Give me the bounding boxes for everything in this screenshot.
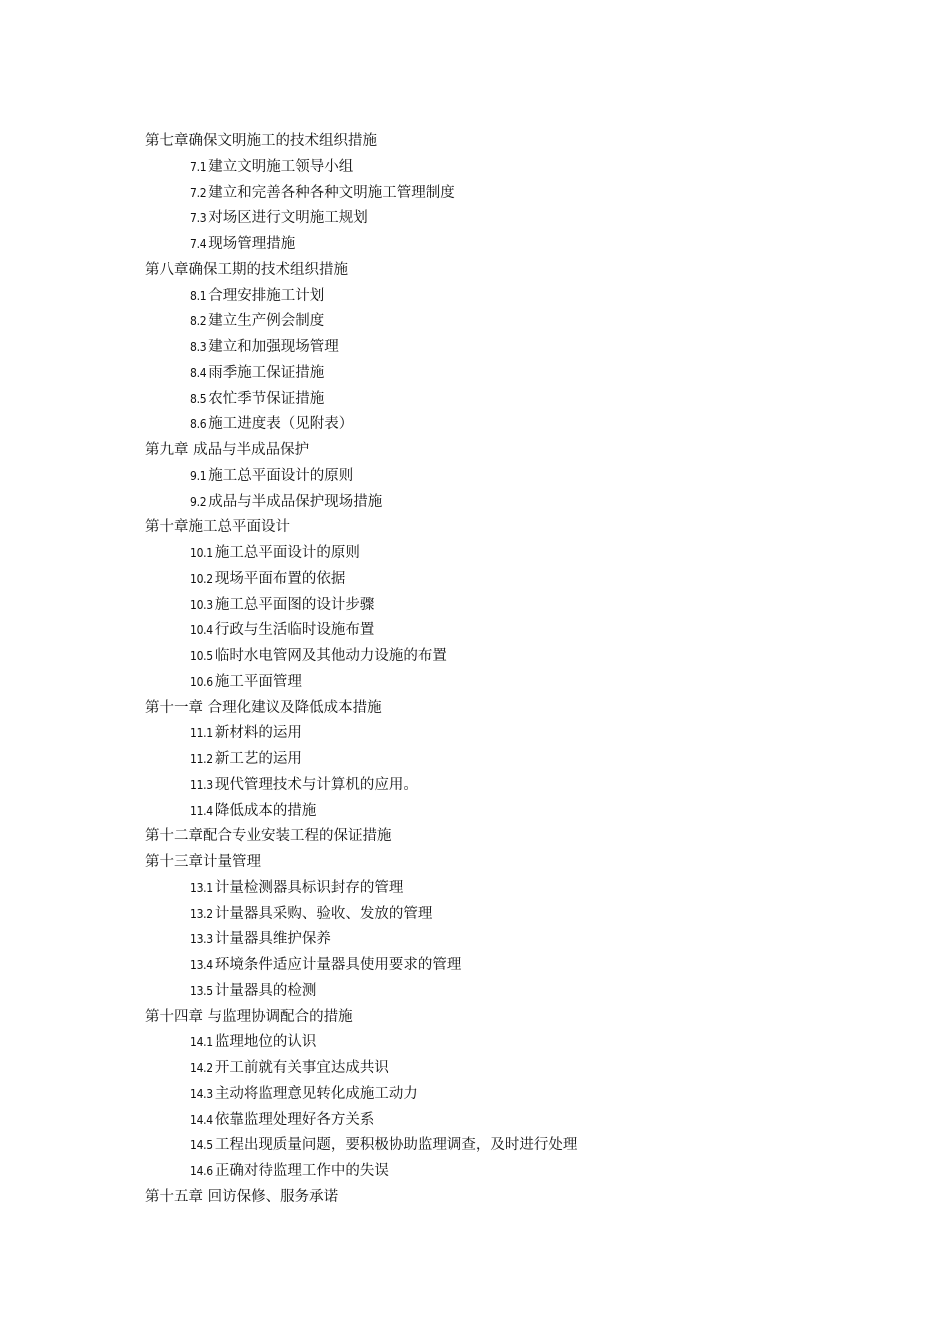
toc-section-number: 9.2 (190, 494, 207, 509)
toc-section-number: 8.6 (190, 417, 207, 432)
toc-section-entry (145, 644, 845, 670)
toc-section-entry (145, 1159, 845, 1185)
toc-section-entry (145, 412, 845, 438)
toc-chapter-entry (145, 129, 845, 155)
toc-section-number: 8.2 (190, 314, 207, 329)
toc-section-number: 13.2 (190, 906, 213, 921)
toc-section-number: 14.1 (190, 1035, 213, 1050)
toc-section-entry (145, 721, 845, 747)
toc-section-number: 7.2 (190, 185, 207, 200)
toc-section-number: 10.3 (190, 597, 213, 612)
toc-section-number: 8.1 (190, 288, 207, 303)
toc-section-entry (145, 284, 845, 310)
toc-section-entry (145, 181, 845, 207)
toc-section-number: 10.5 (190, 649, 213, 663)
toc-chapter-title: 第九章 成品与半成品保护 (145, 442, 310, 458)
toc-section-number: 10.6 (190, 674, 213, 689)
toc-chapter-title: 第十一章 合理化建议及降低成本措施 (145, 699, 382, 716)
toc-section-title: 开工前就有关事宜达成共识 (214, 1060, 389, 1076)
toc-section-number: 8.5 (190, 391, 207, 406)
toc-section-entry (145, 567, 845, 593)
toc-chapter-title: 第十四章 与监理协调配合的措施 (145, 1008, 353, 1025)
toc-section-title: 施工平面管理 (214, 673, 302, 690)
toc-section-title: 计量器具的检测 (214, 982, 317, 999)
toc-section-entry (145, 361, 845, 387)
toc-chapter-title: 第十三章计量管理 (145, 854, 261, 870)
toc-chapter-entry (145, 850, 845, 876)
toc-section-number: 10.2 (190, 571, 213, 586)
toc-section-entry (145, 747, 845, 773)
toc-section-entry (145, 953, 845, 979)
toc-section-title: 正确对待监理工作中的失误 (214, 1163, 389, 1179)
toc-section-number: 7.1 (190, 159, 207, 174)
toc-chapter-entry (145, 1185, 845, 1211)
toc-chapter-entry (145, 258, 845, 284)
toc-section-entry (145, 670, 845, 696)
toc-chapter-entry (145, 824, 845, 850)
toc-section-title: 临时水电管网及其他动力设施的布置 (214, 648, 447, 664)
toc-section-title: 行政与生活临时设施布置 (214, 622, 375, 639)
toc-section-number: 13.5 (190, 983, 213, 998)
toc-section-title: 合理安排施工计划 (208, 287, 325, 304)
toc-section-number: 11.4 (190, 803, 213, 818)
toc-section-number: 13.4 (190, 958, 213, 972)
toc-chapter-title: 第十章施工总平面设计 (145, 519, 290, 536)
toc-section-number: 7.3 (190, 211, 207, 226)
toc-section-title: 施工总平面设计的原则 (214, 545, 360, 561)
toc-section-title: 建立和加强现场管理 (208, 339, 339, 355)
toc-section-entry (145, 232, 845, 258)
toc-section-title: 新工艺的运用 (214, 751, 302, 767)
toc-section-entry (145, 799, 845, 825)
toc-chapter-title: 第十二章配合专业安装工程的保证措施 (145, 828, 392, 845)
toc-chapter-entry (145, 438, 845, 464)
toc-section-number: 14.2 (190, 1061, 213, 1075)
toc-section-title: 施工总平面图的设计步骤 (214, 596, 375, 613)
toc-section-number: 7.4 (190, 237, 207, 251)
toc-section-entry (145, 490, 845, 516)
toc-section-entry (145, 773, 845, 799)
toc-section-title: 现代管理技术与计算机的应用。 (214, 776, 418, 793)
toc-section-title: 工程出现质量问题，要积极协助监理调查，及时进行处理 (214, 1137, 578, 1154)
toc-section-entry (145, 206, 845, 232)
toc-section-number: 8.3 (190, 340, 207, 354)
table-of-contents (145, 129, 845, 1211)
toc-section-number: 10.1 (190, 546, 213, 560)
toc-section-title: 建立生产例会制度 (208, 313, 325, 330)
toc-section-title: 环境条件适应计量器具使用要求的管理 (214, 957, 462, 973)
toc-section-title: 计量器具采购、验收、发放的管理 (214, 905, 433, 922)
toc-section-number: 9.1 (190, 468, 207, 483)
toc-section-number: 10.4 (190, 623, 213, 638)
toc-section-title: 计量器具维护保养 (214, 931, 331, 948)
toc-section-entry (145, 541, 845, 567)
toc-section-entry (145, 387, 845, 413)
toc-section-number: 8.4 (190, 365, 207, 380)
toc-section-title: 施工总平面设计的原则 (208, 467, 354, 484)
toc-chapter-entry (145, 696, 845, 722)
toc-section-title: 施工进度表（见附表） (208, 416, 354, 433)
toc-section-title: 现场管理措施 (208, 236, 296, 252)
toc-section-number: 14.5 (190, 1138, 213, 1153)
toc-section-entry (145, 927, 845, 953)
toc-section-title: 农忙季节保证措施 (208, 390, 325, 407)
toc-section-number: 14.4 (190, 1112, 213, 1127)
toc-section-entry (145, 335, 845, 361)
toc-section-entry (145, 876, 845, 902)
toc-section-number: 11.1 (190, 726, 213, 741)
toc-section-title: 成品与半成品保护现场措施 (208, 493, 383, 510)
toc-section-title: 计量检测器具标识封存的管理 (214, 879, 404, 896)
toc-section-entry (145, 1108, 845, 1134)
toc-section-entry (145, 593, 845, 619)
toc-section-title: 现场平面布置的依据 (214, 570, 346, 587)
toc-section-title: 降低成本的措施 (214, 802, 317, 819)
toc-section-entry (145, 618, 845, 644)
toc-section-title: 雨季施工保证措施 (208, 364, 325, 381)
toc-section-title: 新材料的运用 (214, 725, 302, 742)
toc-chapter-title: 第八章确保工期的技术组织措施 (145, 261, 348, 278)
toc-section-number: 11.2 (190, 752, 213, 766)
toc-section-number: 13.1 (190, 880, 213, 895)
toc-section-title: 建立文明施工领导小组 (208, 158, 354, 175)
toc-chapter-entry (145, 515, 845, 541)
toc-section-entry (145, 1133, 845, 1159)
toc-section-number: 14.3 (190, 1086, 213, 1101)
toc-section-title: 建立和完善各种各种文明施工管理制度 (208, 184, 455, 201)
toc-section-number: 14.6 (190, 1164, 213, 1178)
toc-section-title: 对场区进行文明施工规划 (208, 210, 368, 227)
toc-section-title: 依靠监理处理好各方关系 (214, 1111, 375, 1128)
toc-section-entry (145, 155, 845, 181)
toc-section-entry (145, 1082, 845, 1108)
toc-section-entry (145, 902, 845, 928)
toc-section-entry (145, 979, 845, 1005)
toc-section-entry (145, 1056, 845, 1082)
toc-section-entry (145, 309, 845, 335)
toc-section-title: 监理地位的认识 (214, 1034, 317, 1051)
toc-section-entry (145, 1030, 845, 1056)
toc-chapter-title: 第七章确保文明施工的技术组织措施 (145, 133, 377, 149)
toc-chapter-title: 第十五章 回访保修、服务承诺 (145, 1188, 339, 1205)
toc-section-number: 13.3 (190, 932, 213, 947)
toc-section-number: 11.3 (190, 777, 213, 792)
toc-section-title: 主动将监理意见转化成施工动力 (214, 1085, 418, 1102)
toc-section-entry (145, 464, 845, 490)
toc-chapter-entry (145, 1005, 845, 1031)
